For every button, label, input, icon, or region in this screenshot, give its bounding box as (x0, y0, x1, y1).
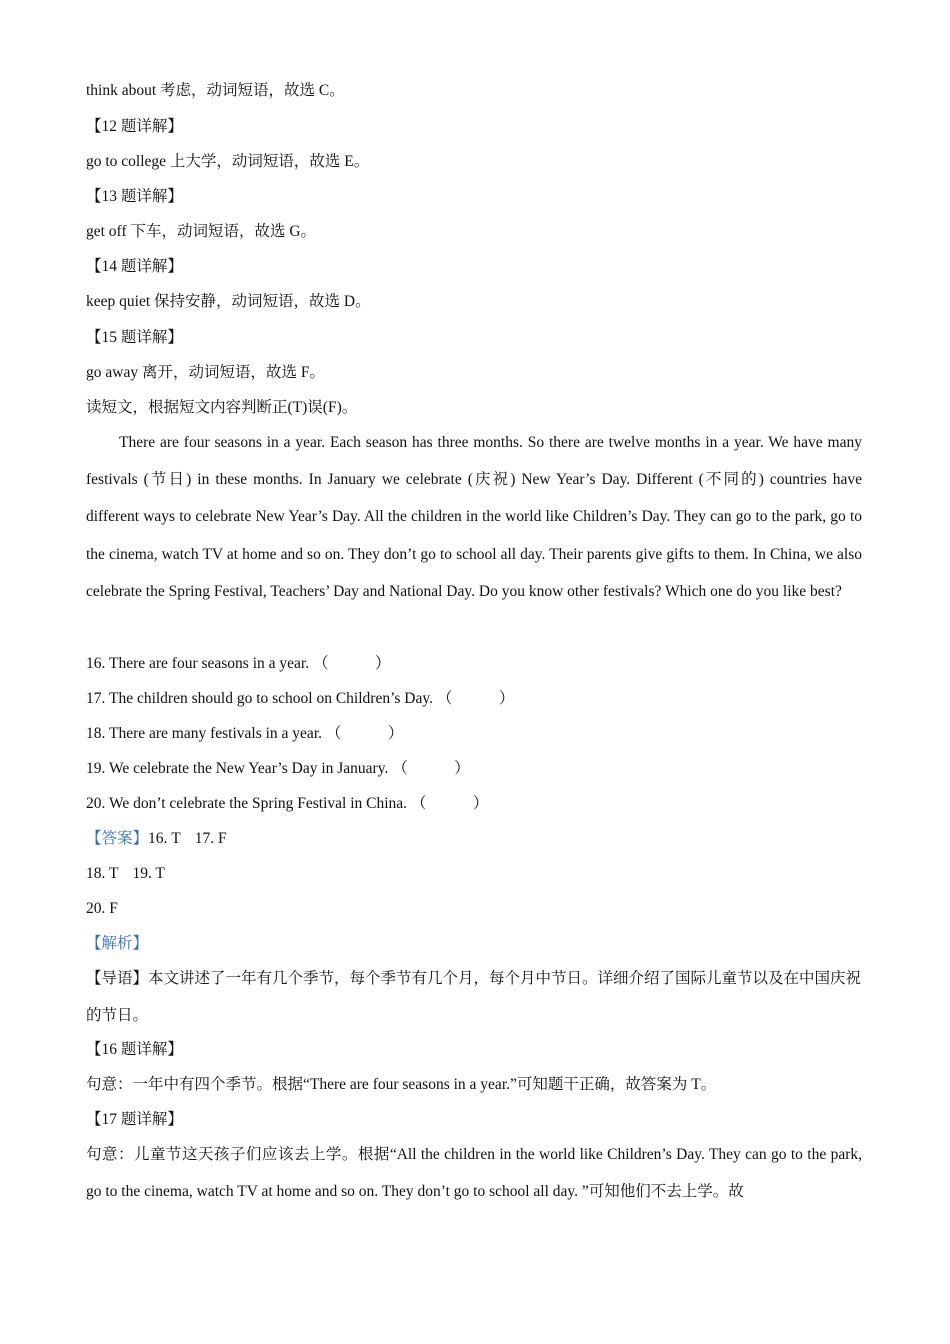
answer-label: 【答案】 (86, 830, 149, 847)
answer-line-2 (86, 864, 862, 884)
answer-17: 17. F (194, 830, 227, 847)
answer-20: 20. F (86, 900, 118, 917)
intro-paragraph: 【导语】本文讲述了一年有几个季节，每个季节有几个月，每个月中节日。详细介绍了国际儿童节以及在中国庆祝的节日。 (86, 970, 862, 1024)
heading-q17: 【17 题详解】 (86, 1111, 183, 1128)
answer-line-1 (86, 829, 862, 849)
answer-line-3 (86, 899, 862, 919)
section-instruction: 读短文，根据短文内容判断正(T)误(F)。 (86, 399, 358, 416)
line-12-answer: go to college 上大学，动词短语，故选 E。 (86, 153, 370, 170)
line-15-answer: go away 离开，动词短语，故选 F。 (86, 364, 325, 381)
heading-q15: 【15 题详解】 (86, 329, 183, 346)
answer-19: 19. T (132, 865, 165, 882)
question-19: 19. We celebrate the New Year’s Day in January. （ ） (86, 760, 470, 777)
answer-18: 18. T (86, 865, 119, 882)
line-13-answer: get off 下车，动词短语，故选 G。 (86, 223, 317, 240)
question-17: 17. The children should go to school on Children’s Day. （ ） (86, 690, 515, 707)
explanation-17: 句意：儿童节这天孩子们应该去上学。根据“All the children in the world like Children’s Day. They can go to the park, go to the cinema, watch TV at home and so on. They don’t go to school all day. ”可知他们不去上学。故 (86, 1146, 862, 1200)
reading-passage: There are four seasons in a year. Each season has three months. So there are twelve months in a year. We have many festivals (节日) in these months. In January we celebrate (庆祝) New Year’s Day. Different (不同的) countries have different ways to celebrate New Year’s Day. All the children in the world like Children’s Day. They can go to the park, go to the cinema, watch TV at home and so on. They don’t go to school all day. Their parents give gifts to them. In China, we also celebrate the Spring Festival, Teachers’ Day and National Day. Do you know other festivals? Which one do you like best? (86, 434, 862, 600)
heading-q13: 【13 题详解】 (86, 188, 183, 205)
question-18: 18. There are many festivals in a year. （ ） (86, 725, 404, 742)
question-16: 16. There are four seasons in a year. （ ） (86, 655, 391, 672)
answer-16: 16. T (148, 830, 181, 847)
analysis-label: 【解析】 (86, 935, 149, 952)
heading-q14: 【14 题详解】 (86, 258, 183, 275)
heading-q12: 【12 题详解】 (86, 118, 183, 135)
heading-q16: 【16 题详解】 (86, 1041, 183, 1058)
line-14-answer: keep quiet 保持安静，动词短语，故选 D。 (86, 293, 371, 310)
line-11-answer: think about 考虑，动词短语，故选 C。 (86, 82, 345, 99)
question-20: 20. We don’t celebrate the Spring Festival in China. （ ） (86, 795, 489, 812)
explanation-16: 句意：一年中有四个季节。根据“There are four seasons in a year.”可知题干正确，故答案为 T。 (86, 1076, 717, 1093)
